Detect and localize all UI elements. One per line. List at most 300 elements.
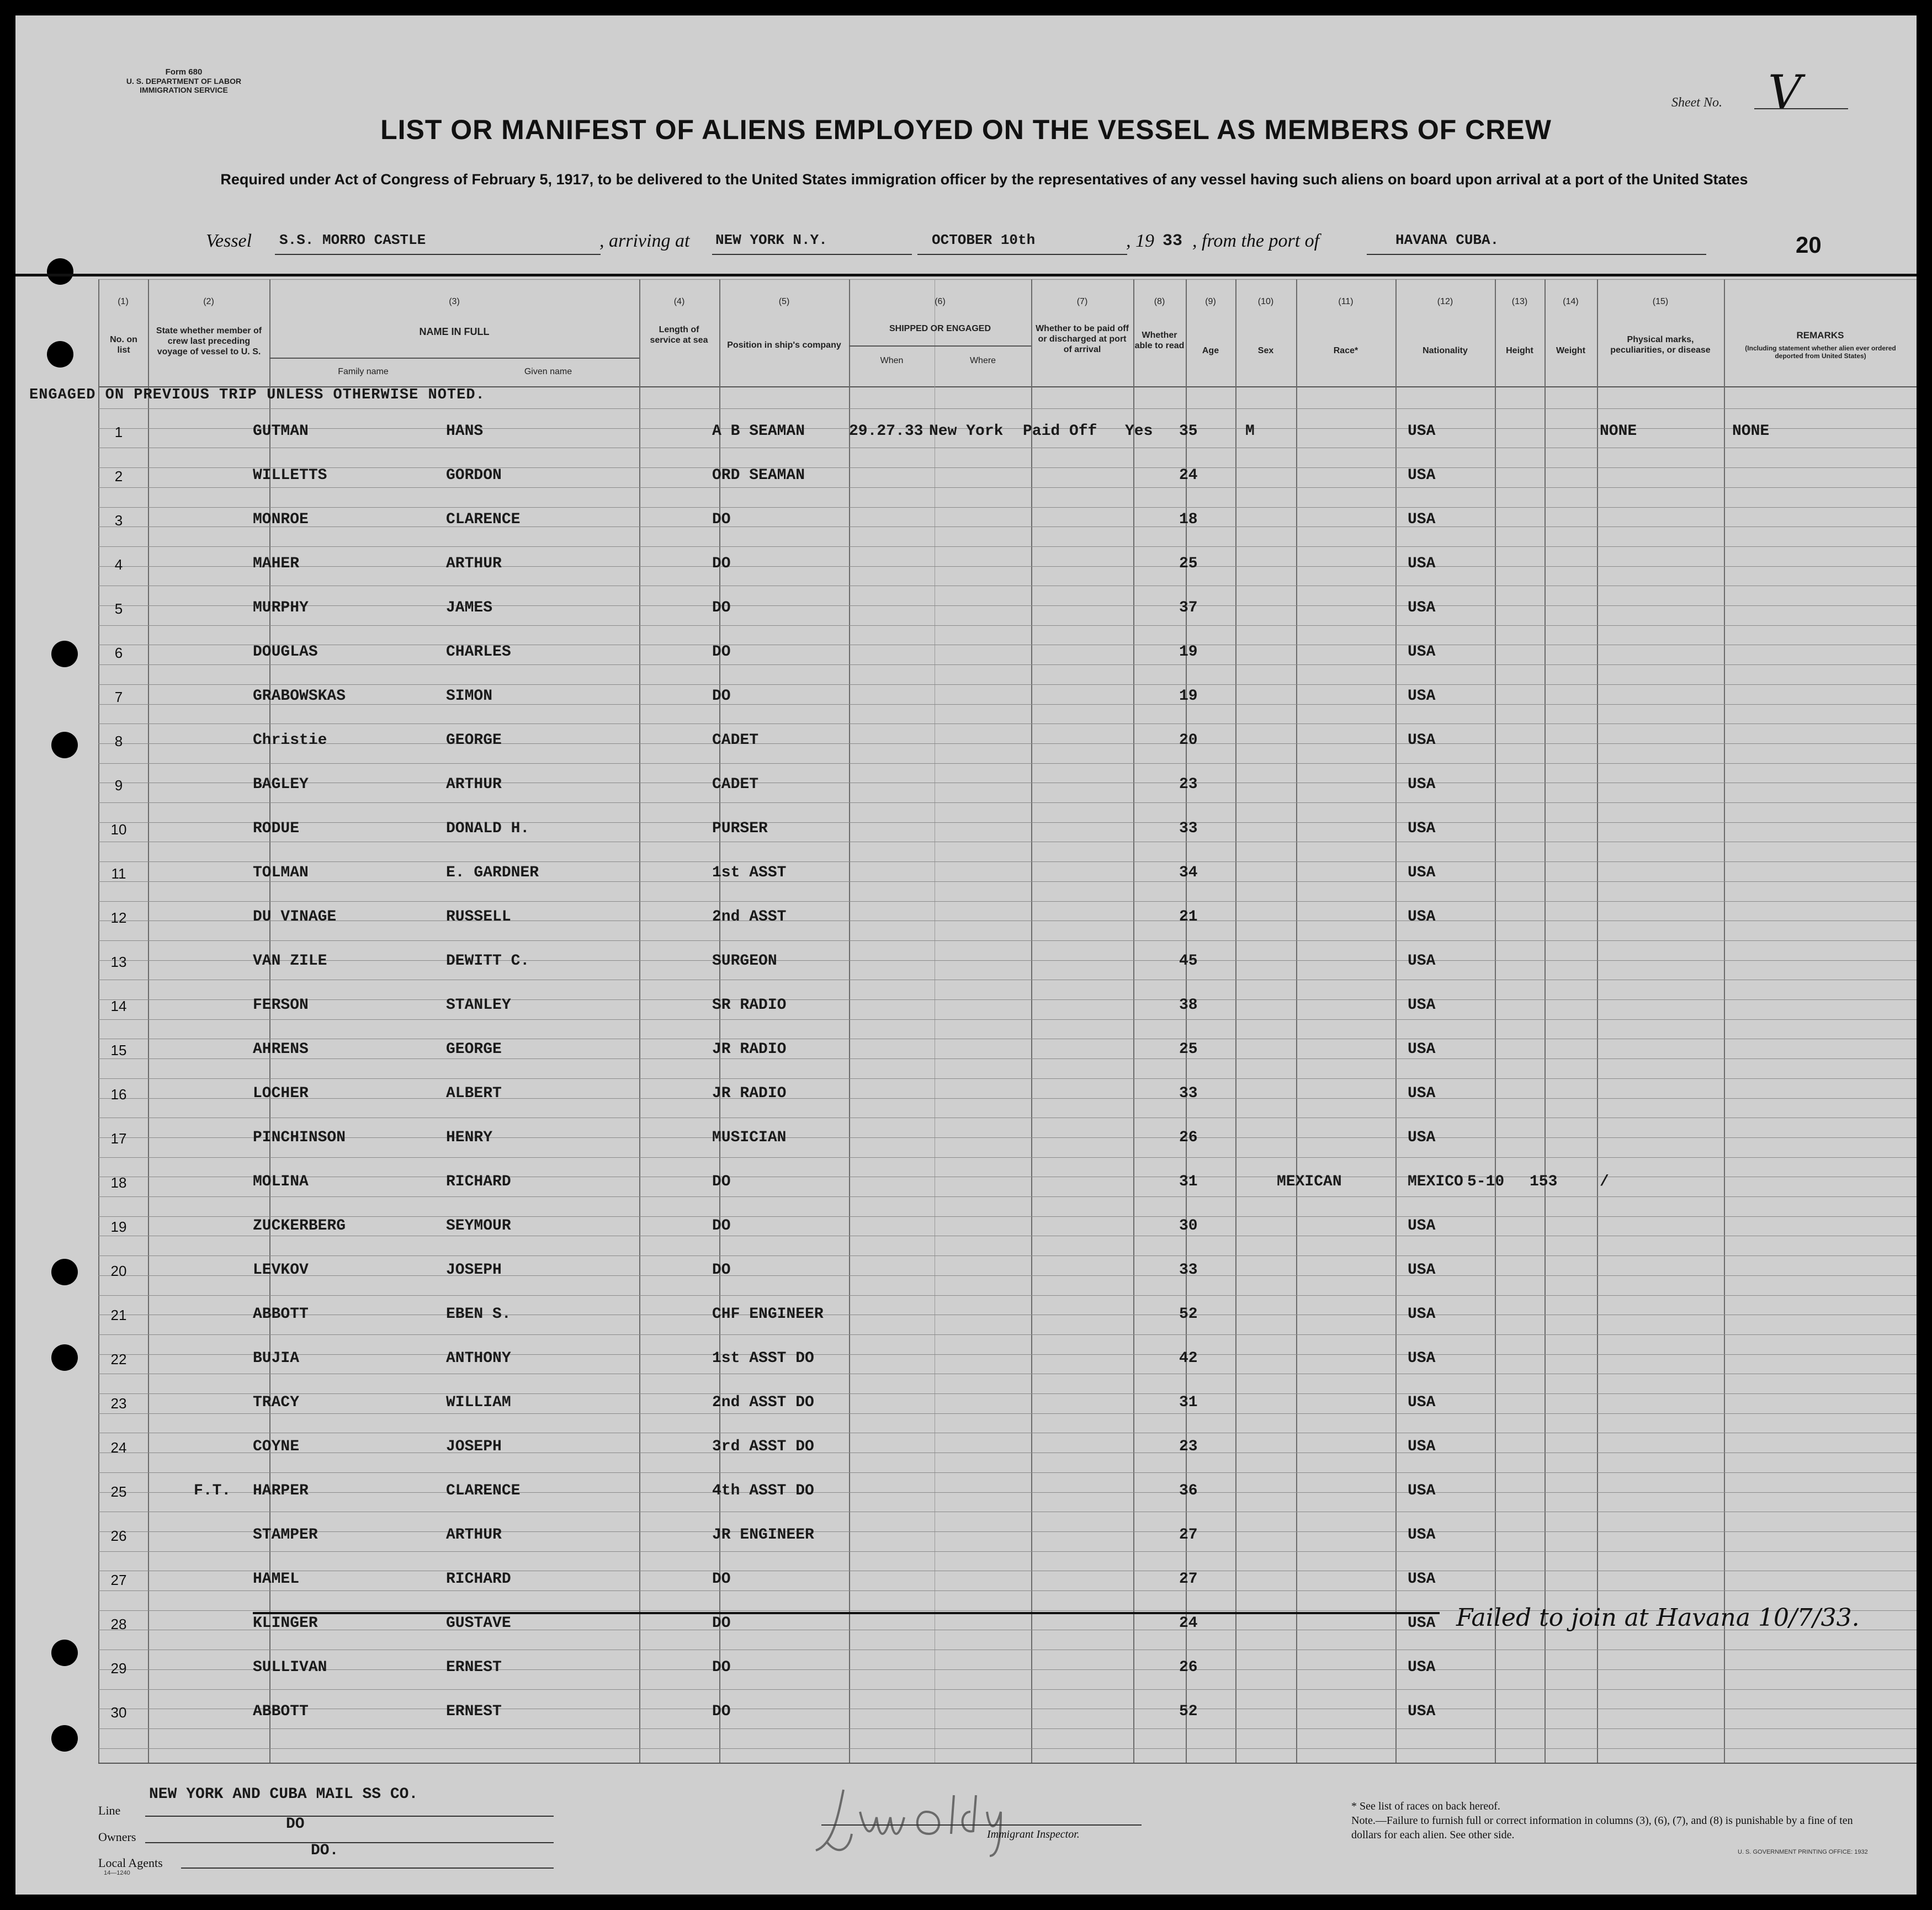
cell-given: SIMON xyxy=(446,688,493,705)
cell-age: 38 xyxy=(1179,997,1198,1014)
cell-position: ORD SEAMAN xyxy=(712,467,805,484)
row-28-strikethrough xyxy=(253,1612,1440,1614)
row-number: 17 xyxy=(110,1130,127,1147)
cell-nationality: USA xyxy=(1408,1262,1436,1279)
cell-age: 34 xyxy=(1179,864,1198,881)
row-number: 27 xyxy=(110,1572,127,1588)
cell-family: TOLMAN xyxy=(253,864,309,881)
cell-given: ERNEST xyxy=(446,1703,502,1720)
cell-position: DO xyxy=(712,511,731,528)
cell-nationality: USA xyxy=(1408,643,1436,661)
binder-hole xyxy=(51,1640,78,1666)
col15-number: (15) xyxy=(1652,297,1669,306)
cell-position: DO xyxy=(712,1615,731,1632)
grid-line xyxy=(98,487,1917,488)
grid-line xyxy=(98,1590,1917,1591)
cell-age: 36 xyxy=(1179,1482,1198,1499)
row-number: 18 xyxy=(110,1174,127,1191)
col1-number: (1) xyxy=(118,297,129,306)
grid-line xyxy=(98,901,1917,902)
cell-age: 23 xyxy=(1179,1438,1198,1455)
cell-nationality: USA xyxy=(1408,908,1436,925)
cell-given: GORDON xyxy=(446,467,502,484)
grid-line xyxy=(98,507,1917,508)
cell-position: CHF ENGINEER xyxy=(712,1306,824,1323)
col6-divider xyxy=(849,345,1031,347)
row-number: 13 xyxy=(110,954,127,970)
cell-given: ARTHUR xyxy=(446,555,502,572)
cell-given: STANLEY xyxy=(446,997,511,1014)
inspector-signature xyxy=(810,1779,1119,1861)
column-divider xyxy=(849,279,850,1763)
owners-value: DO xyxy=(286,1816,305,1833)
date-underline xyxy=(917,254,1127,255)
cell-nationality: USA xyxy=(1408,423,1436,440)
cell-paid: Paid Off xyxy=(1023,423,1097,440)
cell-read: Yes xyxy=(1125,423,1153,440)
cell-nationality: USA xyxy=(1408,1129,1436,1146)
cell-nationality: USA xyxy=(1408,511,1436,528)
grid-line xyxy=(98,1413,1917,1414)
cell-age: 37 xyxy=(1179,599,1198,616)
cell-family: DOUGLAS xyxy=(253,643,318,661)
cell-position: CADET xyxy=(712,776,759,793)
cell-position: A B SEAMAN xyxy=(712,423,805,440)
cell-age: 19 xyxy=(1179,643,1198,661)
cell-given: ANTHONY xyxy=(446,1350,511,1367)
cell-family: GRABOWSKAS xyxy=(253,688,346,705)
cell-family: Christie xyxy=(253,732,327,749)
cell-given: ARTHUR xyxy=(446,776,502,793)
arrival-date: OCTOBER 10th xyxy=(932,232,1036,248)
cell-family: KLINGER xyxy=(253,1615,318,1632)
col2-number: (2) xyxy=(203,297,214,306)
cell-nationality: USA xyxy=(1408,1041,1436,1058)
arriving-port: NEW YORK N.Y. xyxy=(715,232,827,248)
row-number: 24 xyxy=(110,1439,127,1456)
row-number: 1 xyxy=(114,424,123,440)
col7-header: Whether to be paid off or discharged at port of arrival xyxy=(1036,324,1129,354)
vessel-underline xyxy=(275,254,601,255)
form-code: 14—1240 xyxy=(104,1870,130,1876)
cell-age: 26 xyxy=(1179,1129,1198,1146)
vessel-name: S.S. MORRO CASTLE xyxy=(279,232,426,248)
column-divider xyxy=(639,279,640,1763)
col7-number: (7) xyxy=(1076,297,1088,306)
grid-line xyxy=(98,861,1917,862)
cell-where: New York xyxy=(929,423,1004,440)
line-value: NEW YORK AND CUBA MAIL SS CO. xyxy=(149,1786,418,1803)
cell-age: 52 xyxy=(1179,1703,1198,1720)
grid-line xyxy=(98,408,1917,409)
cell-nationality: USA xyxy=(1408,1217,1436,1235)
grid-line xyxy=(98,1334,1917,1335)
col1-header: No. on list xyxy=(110,335,137,355)
col6-header: SHIPPED OR ENGAGED xyxy=(889,324,991,333)
cell-nationality: USA xyxy=(1408,1350,1436,1367)
cell-given: ERNEST xyxy=(446,1659,502,1676)
col13-header: Height xyxy=(1506,346,1533,355)
cell-position: DO xyxy=(712,1571,731,1588)
form-number: Form 680 xyxy=(165,67,203,77)
grid-line xyxy=(98,1098,1917,1099)
line-label: Line xyxy=(98,1803,121,1817)
col8-header: Whether able to read xyxy=(1134,331,1185,350)
col3-given-header: Given name xyxy=(524,367,572,376)
column-divider xyxy=(1235,279,1236,1763)
year-label: , 19 xyxy=(1126,231,1154,251)
cell-nationality: USA xyxy=(1408,599,1436,616)
cell-family: GUTMAN xyxy=(253,423,309,440)
row-number: 8 xyxy=(114,733,123,749)
grid-line xyxy=(98,1354,1917,1355)
col3-header: NAME IN FULL xyxy=(419,326,490,337)
binder-hole xyxy=(51,732,78,758)
col8-number: (8) xyxy=(1154,297,1165,306)
grid-line xyxy=(98,940,1917,941)
owners-underline xyxy=(145,1842,554,1843)
col12-header: Nationality xyxy=(1423,346,1468,355)
cell-family: DU VINAGE xyxy=(253,908,337,925)
cell-age: 24 xyxy=(1179,467,1198,484)
agents-label: Local Agents xyxy=(98,1856,163,1870)
grid-line xyxy=(98,704,1917,705)
cell-family: WILLETTS xyxy=(253,467,327,484)
cell-position: JR RADIO xyxy=(712,1041,787,1058)
sheet-number-label: Sheet No. xyxy=(1671,95,1722,110)
grid-line xyxy=(98,1393,1917,1394)
cell-given: DEWITT C. xyxy=(446,953,530,970)
cell-position: SR RADIO xyxy=(712,997,787,1014)
row-number: 30 xyxy=(110,1704,127,1721)
cell-family: HARPER xyxy=(253,1482,309,1499)
cell-position: JR RADIO xyxy=(712,1085,787,1102)
col15-header: Physical marks, peculiarities, or disease xyxy=(1610,335,1711,355)
line-underline xyxy=(145,1816,554,1817)
cell-nationality: USA xyxy=(1408,820,1436,837)
cell-nationality: USA xyxy=(1408,1482,1436,1499)
cell-position: DO xyxy=(712,599,731,616)
row-number: 11 xyxy=(111,865,126,882)
owners-label: Owners xyxy=(98,1830,136,1844)
column-divider xyxy=(1395,279,1397,1763)
cell-race: MEXICAN xyxy=(1277,1173,1342,1190)
row-number: 15 xyxy=(110,1042,127,1058)
row-number: 6 xyxy=(114,645,123,661)
cell-given: RICHARD xyxy=(446,1173,511,1190)
cell-nationality: MEXICO xyxy=(1408,1173,1463,1190)
cell-nationality: USA xyxy=(1408,1659,1436,1676)
cell-family: STAMPER xyxy=(253,1526,318,1544)
cell-family: BUJIA xyxy=(253,1350,300,1367)
cell-age: 42 xyxy=(1179,1350,1198,1367)
grid-line xyxy=(98,664,1917,665)
binder-hole xyxy=(51,1725,78,1752)
grid-line xyxy=(98,802,1917,803)
grid-line xyxy=(98,1019,1917,1020)
cell-family: ABBOTT xyxy=(253,1306,309,1323)
cell-family: FERSON xyxy=(253,997,309,1014)
row-number: 29 xyxy=(110,1660,127,1677)
column-divider xyxy=(1296,279,1297,1763)
column-divider xyxy=(1724,279,1725,1763)
inspector-label: Immigrant Inspector. xyxy=(987,1828,1080,1840)
agents-value: DO. xyxy=(311,1842,339,1859)
cell-given: SEYMOUR xyxy=(446,1217,511,1235)
arriving-label: , arriving at xyxy=(599,231,690,251)
cell-position: SURGEON xyxy=(712,953,777,970)
cell-age: 24 xyxy=(1179,1615,1198,1632)
page-number: 20 xyxy=(1796,232,1822,258)
from-port: HAVANA CUBA. xyxy=(1395,232,1499,248)
header-rule xyxy=(15,274,1917,276)
row-number: 28 xyxy=(110,1616,127,1632)
cell-marks: NONE xyxy=(1600,423,1637,440)
cell-given: CLARENCE xyxy=(446,511,521,528)
from-port-underline xyxy=(1367,254,1706,255)
cell-family: COYNE xyxy=(253,1438,300,1455)
binder-hole xyxy=(47,258,73,285)
row-number: 12 xyxy=(110,909,127,926)
grid-line xyxy=(98,467,1917,468)
service-name: IMMIGRATION SERVICE xyxy=(140,86,228,94)
cell-family: LOCHER xyxy=(253,1085,309,1102)
cell-given: GEORGE xyxy=(446,1041,502,1058)
cell-given: RICHARD xyxy=(446,1571,511,1588)
form-identification xyxy=(101,68,267,94)
engaged-note: ENGAGED ON PREVIOUS TRIP UNLESS OTHERWISE NOTED. xyxy=(29,387,485,403)
row-number: 5 xyxy=(114,600,123,617)
grid-line xyxy=(98,822,1917,823)
vessel-label: Vessel xyxy=(206,231,252,251)
arriving-underline xyxy=(712,254,912,255)
col4-header: Length of service at sea xyxy=(650,325,708,345)
column-divider xyxy=(148,279,149,1763)
col4-number: (4) xyxy=(673,297,685,306)
grid-line xyxy=(98,1216,1917,1217)
col10-header: Sex xyxy=(1257,346,1274,355)
row-number: 23 xyxy=(110,1395,127,1412)
cell-position: DO xyxy=(712,1262,731,1279)
grid-line xyxy=(98,1492,1917,1493)
cell-nationality: USA xyxy=(1408,1571,1436,1588)
binder-hole xyxy=(51,1344,78,1371)
cell-nationality: USA xyxy=(1408,555,1436,572)
sheet-number-value: V xyxy=(1768,65,1802,119)
cell-family: HAMEL xyxy=(253,1571,300,1588)
grid-line xyxy=(98,723,1917,724)
cell-given: ALBERT xyxy=(446,1085,502,1102)
cell-position: DO xyxy=(712,555,731,572)
col13-number: (13) xyxy=(1511,297,1528,306)
col6-where-header: Where xyxy=(969,356,996,365)
cell-given: WILLIAM xyxy=(446,1394,511,1411)
row-number: 25 xyxy=(110,1483,127,1500)
grid-line xyxy=(98,1669,1917,1670)
department-name: U. S. DEPARTMENT OF LABOR xyxy=(126,77,242,86)
row-number: 3 xyxy=(114,512,123,529)
cell-position: DO xyxy=(712,1659,731,1676)
grid-line xyxy=(98,428,1917,429)
cell-age: 27 xyxy=(1179,1571,1198,1588)
cell-age: 52 xyxy=(1179,1306,1198,1323)
cell-given: CHARLES xyxy=(446,643,511,661)
from-port-label: , from the port of xyxy=(1192,231,1320,251)
grid-line xyxy=(98,684,1917,685)
row-number: 20 xyxy=(110,1263,127,1279)
cell-given: HANS xyxy=(446,423,484,440)
row-number: 9 xyxy=(114,777,123,794)
col3-family-header: Family name xyxy=(338,367,389,376)
cell-nationality: USA xyxy=(1408,997,1436,1014)
agents-underline xyxy=(181,1868,554,1869)
col16-header: REMARKS xyxy=(1796,330,1844,340)
cell-position: DO xyxy=(712,1703,731,1720)
cell-position: CADET xyxy=(712,732,759,749)
cell-age: 20 xyxy=(1179,732,1198,749)
cell-given: JOSEPH xyxy=(446,1262,502,1279)
cell-given: GUSTAVE xyxy=(446,1615,511,1632)
inspector-underline xyxy=(821,1824,1142,1826)
cell-given: JOSEPH xyxy=(446,1438,502,1455)
cell-given: GEORGE xyxy=(446,732,502,749)
cell-given: ARTHUR xyxy=(446,1526,502,1544)
col5-header: Position in ship's company xyxy=(727,340,841,350)
cell-nationality: USA xyxy=(1408,1615,1436,1632)
cell-position: JR ENGINEER xyxy=(712,1526,814,1544)
cell-age: 31 xyxy=(1179,1173,1198,1190)
grid-line xyxy=(98,1255,1917,1256)
row-number: 22 xyxy=(110,1351,127,1368)
cell-age: 35 xyxy=(1179,423,1198,440)
col16-subheader: (Including statement whether alien ever ordered deported from United States) xyxy=(1745,344,1896,360)
grid-line xyxy=(98,999,1917,1000)
cell-family: SULLIVAN xyxy=(253,1659,327,1676)
cell-family: ABBOTT xyxy=(253,1703,309,1720)
col9-number: (9) xyxy=(1205,297,1216,306)
cell-nationality: USA xyxy=(1408,732,1436,749)
cell-age: 33 xyxy=(1179,820,1198,837)
sheet-number-line xyxy=(1754,108,1848,109)
col3-number: (3) xyxy=(449,297,460,306)
grid-line xyxy=(98,1137,1917,1138)
column-divider xyxy=(1544,279,1546,1763)
cell-nationality: USA xyxy=(1408,1438,1436,1455)
grid-line xyxy=(98,1472,1917,1473)
col10-number: (10) xyxy=(1257,297,1274,306)
row-number: 10 xyxy=(110,821,127,838)
row-number: 7 xyxy=(114,689,123,705)
cell-marks: / xyxy=(1600,1173,1609,1190)
cell-age: 18 xyxy=(1179,511,1198,528)
grid-line xyxy=(98,743,1917,744)
cell-age: 23 xyxy=(1179,776,1198,793)
grid-line xyxy=(98,1728,1917,1729)
col9-header: Age xyxy=(1202,346,1219,355)
cell-age: 25 xyxy=(1179,555,1198,572)
cell-given: RUSSELL xyxy=(446,908,511,925)
cell-remarks: NONE xyxy=(1732,423,1770,440)
cell-nationality: USA xyxy=(1408,776,1436,793)
grid-line xyxy=(98,763,1917,764)
col2-header: State whether member of crew last preceding voyage of vessel to U. S. xyxy=(156,326,262,357)
cell-height: 5-10 xyxy=(1467,1173,1505,1190)
grid-line xyxy=(98,1531,1917,1532)
row-number: 19 xyxy=(110,1219,127,1235)
cell-position: 1st ASST DO xyxy=(712,1350,814,1367)
footnote-penalty: Note.—Failure to furnish full or correct information in columns (3), (6), (7), and (8) is punishable by a fine of ten dollars for each alien. See other side. xyxy=(1351,1815,1853,1841)
col6-when-header: When xyxy=(880,356,904,365)
cell-family: ZUCKERBERG xyxy=(253,1217,346,1235)
cell-remarks: Failed to join at Havana 10/7/33. xyxy=(1456,1604,1860,1632)
row-number: 14 xyxy=(110,998,127,1014)
binder-hole xyxy=(51,1259,78,1285)
cell-age: 33 xyxy=(1179,1085,1198,1102)
cell-position: DO xyxy=(712,643,731,661)
grid-line xyxy=(98,1078,1917,1079)
cell-position: 4th ASST DO xyxy=(712,1482,814,1499)
page-title: LIST OR MANIFEST OF ALIENS EMPLOYED ON THE VESSEL AS MEMBERS OF CREW xyxy=(380,114,1552,145)
cell-when: 29.27.33 xyxy=(849,423,923,440)
col3-divider xyxy=(269,358,639,359)
cell-position: 3rd ASST DO xyxy=(712,1438,814,1455)
cell-age: 33 xyxy=(1179,1262,1198,1279)
cell-family: PINCHINSON xyxy=(253,1129,346,1146)
cell-position: PURSER xyxy=(712,820,768,837)
cell-family: LEVKOV xyxy=(253,1262,309,1279)
cell-family: TRACY xyxy=(253,1394,300,1411)
cell-family: BAGLEY xyxy=(253,776,309,793)
cell-position: 1st ASST xyxy=(712,864,787,881)
cell-given: EBEN S. xyxy=(446,1306,511,1323)
cell-age: 21 xyxy=(1179,908,1198,925)
cell-position: MUSICIAN xyxy=(712,1129,787,1146)
grid-line xyxy=(98,566,1917,567)
grid-line xyxy=(98,1058,1917,1059)
cell-age: 45 xyxy=(1179,953,1198,970)
grid-line xyxy=(98,1551,1917,1552)
cell-position: DO xyxy=(712,688,731,705)
cell-nationality: USA xyxy=(1408,1306,1436,1323)
col14-number: (14) xyxy=(1563,297,1579,306)
col5-number: (5) xyxy=(778,297,790,306)
grid-line xyxy=(98,605,1917,606)
grid-line xyxy=(98,1157,1917,1158)
cell-age: 26 xyxy=(1179,1659,1198,1676)
cell-nationality: USA xyxy=(1408,467,1436,484)
cell-state: F.T. xyxy=(194,1482,231,1499)
cell-family: MONROE xyxy=(253,511,309,528)
row-number: 21 xyxy=(110,1307,127,1323)
cell-given: HENRY xyxy=(446,1129,493,1146)
cell-family: RODUE xyxy=(253,820,300,837)
cell-family: AHRENS xyxy=(253,1041,309,1058)
cell-given: E. GARDNER xyxy=(446,864,539,881)
cell-age: 27 xyxy=(1179,1526,1198,1544)
footnote-races: * See list of races on back hereof. xyxy=(1351,1800,1500,1812)
cell-nationality: USA xyxy=(1408,1394,1436,1411)
cell-family: MOLINA xyxy=(253,1173,309,1190)
cell-position: DO xyxy=(712,1217,731,1235)
cell-age: 30 xyxy=(1179,1217,1198,1235)
cell-position: 2nd ASST DO xyxy=(712,1394,814,1411)
column-divider xyxy=(1133,279,1134,1763)
grid-line xyxy=(98,1748,1917,1749)
col12-number: (12) xyxy=(1437,297,1453,306)
column-divider xyxy=(1031,279,1032,1763)
grid-line xyxy=(98,1275,1917,1276)
row-number: 2 xyxy=(114,468,123,485)
